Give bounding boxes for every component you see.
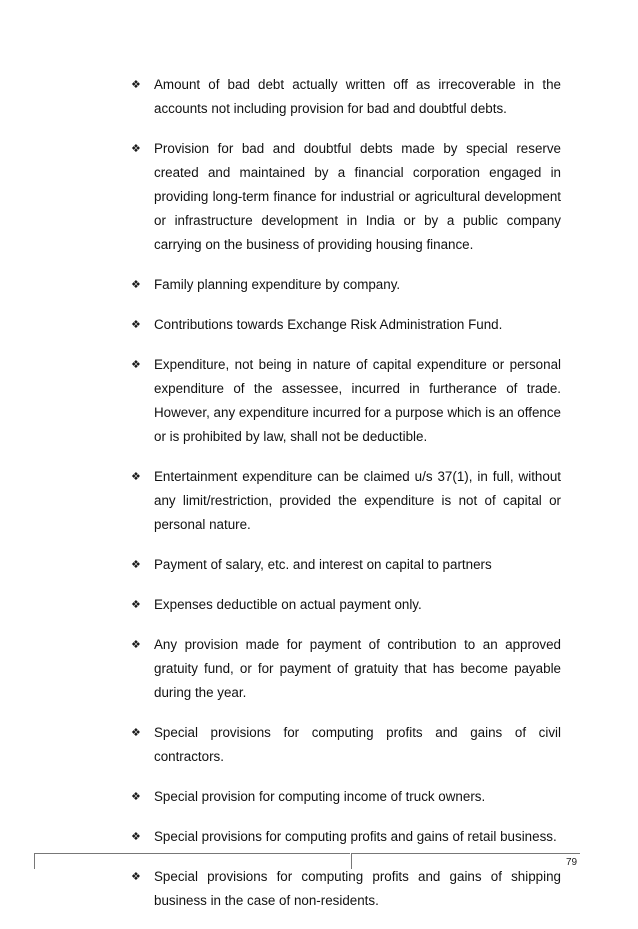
diamond-bullet-icon: ❖ <box>131 830 141 843</box>
list-item-text: Any provision made for payment of contribution to an approved gratuity fund, or for payment of gratuity that has become payable during the year. <box>154 637 561 700</box>
diamond-bullet-icon: ❖ <box>131 142 141 155</box>
diamond-bullet-icon: ❖ <box>131 318 141 331</box>
diamond-bullet-icon: ❖ <box>131 638 141 651</box>
list-item-text: Special provisions for computing profits and gains of shipping business in the case of non-residents. <box>154 869 561 908</box>
footer-divider <box>352 853 580 854</box>
list-item-text: Payment of salary, etc. and interest on capital to partners <box>154 557 492 572</box>
diamond-bullet-icon: ❖ <box>131 870 141 883</box>
list-item-text: Special provision for computing income of truck owners. <box>154 789 486 804</box>
list-item <box>131 313 561 337</box>
diamond-bullet-icon: ❖ <box>131 470 141 483</box>
diamond-bullet-icon: ❖ <box>131 78 141 91</box>
list-item-text: Entertainment expenditure can be claimed u/s 37(1), in full, without any limit/restriction, provided the expenditure is not of capital or personal nature. <box>154 469 561 532</box>
footer-divider <box>34 853 35 869</box>
list-item <box>131 553 561 577</box>
diamond-bullet-icon: ❖ <box>131 790 141 803</box>
list-item-text: Expenditure, not being in nature of capital expenditure or personal expenditure of the assessee, incurred in furtherance of trade. However, any expenditure incurred for a purpose which is an offence or is prohibited by law, shall not be deductible. <box>154 357 561 444</box>
list-item-text: Special provisions for computing profits and gains of civil contractors. <box>154 725 561 764</box>
list-item-text: Amount of bad debt actually written off as irrecoverable in the accounts not including provision for bad and doubtful debts. <box>154 77 561 116</box>
list-item <box>131 785 561 809</box>
list-item <box>131 137 561 257</box>
list-item <box>131 73 561 121</box>
diamond-bullet-icon: ❖ <box>131 598 141 611</box>
diamond-bullet-icon: ❖ <box>131 726 141 739</box>
diamond-bullet-icon: ❖ <box>131 558 141 571</box>
diamond-bullet-icon: ❖ <box>131 278 141 291</box>
footer-divider <box>351 853 352 869</box>
list-item-text: Contributions towards Exchange Risk Administration Fund. <box>154 317 503 332</box>
list-item-text: Special provisions for computing profits and gains of retail business. <box>154 829 557 844</box>
list-item-text: Provision for bad and doubtful debts made by special reserve created and maintained by a financial corporation engaged in providing long-term finance for industrial or agricultural development or infrastructure development in India or by a public company carrying on the business of providing housing finance. <box>154 141 561 252</box>
list-item-text: Family planning expenditure by company. <box>154 277 401 292</box>
list-item <box>131 825 561 849</box>
list-item <box>131 721 561 769</box>
footer-divider <box>34 853 350 854</box>
diamond-bullet-icon: ❖ <box>131 358 141 371</box>
page-number: 79 <box>566 857 578 868</box>
list-item-text: Expenses deductible on actual payment only. <box>154 597 422 612</box>
bullet-list <box>131 73 561 929</box>
list-item <box>131 633 561 705</box>
page-footer <box>0 853 638 873</box>
list-item <box>131 353 561 449</box>
list-item <box>131 593 561 617</box>
list-item <box>131 273 561 297</box>
list-item <box>131 465 561 537</box>
